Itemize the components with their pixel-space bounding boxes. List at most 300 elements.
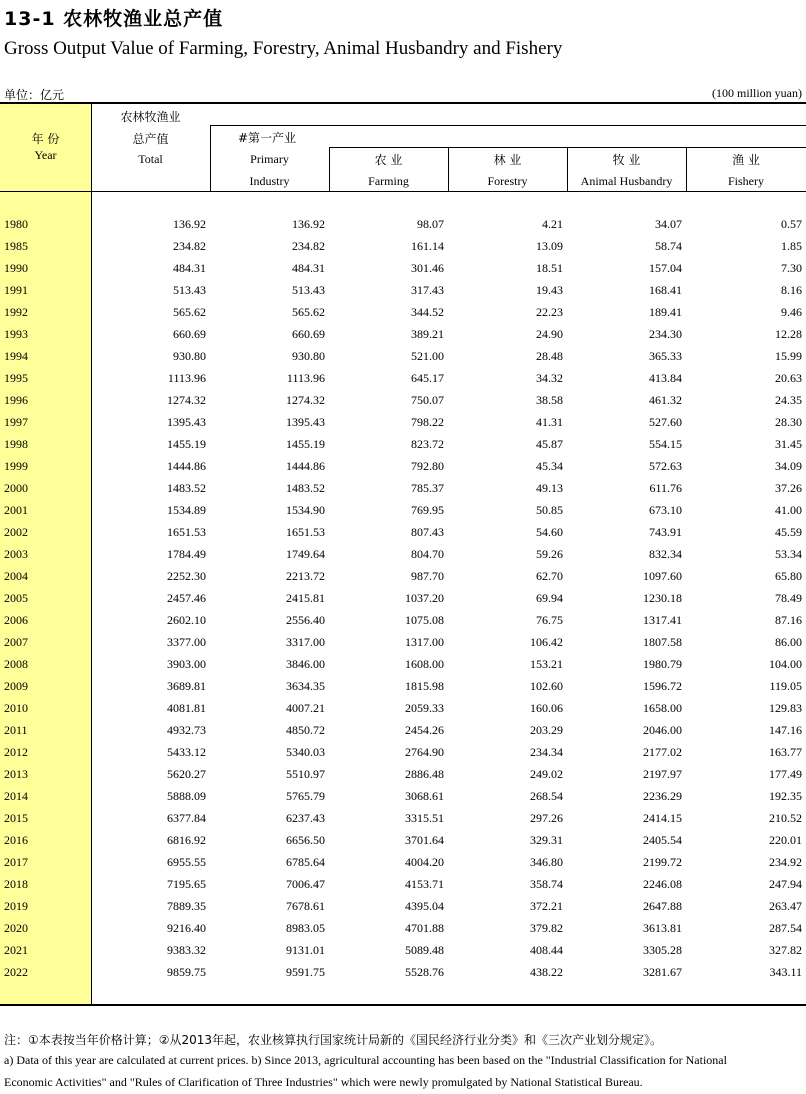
year-cell: 2022 xyxy=(4,965,28,979)
year-cell: 2016 xyxy=(4,833,28,847)
value-cell: 86.00 xyxy=(775,635,802,649)
value-cell: 24.90 xyxy=(536,327,563,341)
value-cell: 7.30 xyxy=(781,261,802,275)
year-cell: 2007 xyxy=(4,635,28,649)
year-cell: 2017 xyxy=(4,855,28,869)
value-cell: 2414.15 xyxy=(643,811,682,825)
table-row xyxy=(0,588,806,610)
value-cell: 104.00 xyxy=(769,657,802,671)
value-cell: 343.11 xyxy=(769,965,802,979)
header-primary-group-cn: #第一产业 xyxy=(238,131,297,145)
value-cell: 34.07 xyxy=(655,217,682,231)
value-cell: 1534.90 xyxy=(286,503,325,517)
header-fishery-cn: 渔 业 xyxy=(732,153,760,167)
value-cell: 0.57 xyxy=(781,217,802,231)
year-cell: 2012 xyxy=(4,745,28,759)
value-cell: 5089.48 xyxy=(405,943,444,957)
value-cell: 102.60 xyxy=(530,679,563,693)
value-cell: 372.21 xyxy=(530,899,563,913)
value-cell: 9591.75 xyxy=(286,965,325,979)
value-cell: 20.63 xyxy=(775,371,802,385)
value-cell: 301.46 xyxy=(411,261,444,275)
value-cell: 87.16 xyxy=(775,613,802,627)
table-row xyxy=(0,720,806,742)
table-row xyxy=(0,566,806,588)
value-cell: 1749.64 xyxy=(286,547,325,561)
value-cell: 389.21 xyxy=(411,327,444,341)
table-row xyxy=(0,478,806,500)
value-cell: 157.04 xyxy=(649,261,682,275)
value-cell: 413.84 xyxy=(649,371,682,385)
header-divider xyxy=(329,147,806,148)
table-row xyxy=(0,236,806,258)
page-title-cn: 13-1 农林牧渔业总产值 xyxy=(4,8,224,30)
table-row xyxy=(0,676,806,698)
table-row xyxy=(0,214,806,236)
value-cell: 807.43 xyxy=(411,525,444,539)
value-cell: 1651.53 xyxy=(167,525,206,539)
value-cell: 210.52 xyxy=(769,811,802,825)
value-cell: 136.92 xyxy=(292,217,325,231)
value-cell: 59.26 xyxy=(536,547,563,561)
value-cell: 98.07 xyxy=(417,217,444,231)
table-row xyxy=(0,412,806,434)
year-cell: 1990 xyxy=(4,261,28,275)
value-cell: 565.62 xyxy=(173,305,206,319)
value-cell: 45.59 xyxy=(775,525,802,539)
value-cell: 3068.61 xyxy=(405,789,444,803)
value-cell: 5528.76 xyxy=(405,965,444,979)
value-cell: 177.49 xyxy=(769,767,802,781)
value-cell: 5765.79 xyxy=(286,789,325,803)
value-cell: 22.23 xyxy=(536,305,563,319)
value-cell: 769.95 xyxy=(411,503,444,517)
table-row xyxy=(0,786,806,808)
footnote-en-line2: Economic Activities" and "Rules of Clarification of Three Industries" which were newly promulgated by National Statistical Bureau. xyxy=(4,1075,643,1089)
value-cell: 6785.64 xyxy=(286,855,325,869)
header-total-cn1: 农林牧渔业 xyxy=(120,110,181,124)
value-cell: 220.01 xyxy=(769,833,802,847)
header-animal-cn: 牧 业 xyxy=(612,153,641,167)
value-cell: 1.85 xyxy=(781,239,802,253)
value-cell: 4701.88 xyxy=(405,921,444,935)
value-cell: 3701.64 xyxy=(405,833,444,847)
year-cell: 2010 xyxy=(4,701,28,715)
year-cell: 2013 xyxy=(4,767,28,781)
value-cell: 28.30 xyxy=(775,415,802,429)
value-cell: 4.21 xyxy=(542,217,563,231)
value-cell: 750.07 xyxy=(411,393,444,407)
table-top-rule xyxy=(0,102,806,104)
value-cell: 249.02 xyxy=(530,767,563,781)
year-cell: 2000 xyxy=(4,481,28,495)
value-cell: 438.22 xyxy=(530,965,563,979)
value-cell: 527.60 xyxy=(649,415,682,429)
table-row xyxy=(0,896,806,918)
value-cell: 268.54 xyxy=(530,789,563,803)
value-cell: 521.00 xyxy=(411,349,444,363)
unit-label-en: (100 million yuan) xyxy=(712,86,802,100)
value-cell: 163.77 xyxy=(769,745,802,759)
value-cell: 287.54 xyxy=(769,921,802,935)
value-cell: 4850.72 xyxy=(286,723,325,737)
value-cell: 3846.00 xyxy=(286,657,325,671)
year-cell: 1995 xyxy=(4,371,28,385)
value-cell: 5433.12 xyxy=(167,745,206,759)
value-cell: 234.82 xyxy=(173,239,206,253)
value-cell: 804.70 xyxy=(411,547,444,561)
value-cell: 572.63 xyxy=(649,459,682,473)
value-cell: 484.31 xyxy=(292,261,325,275)
value-cell: 1980.79 xyxy=(643,657,682,671)
value-cell: 1230.18 xyxy=(643,591,682,605)
value-cell: 37.26 xyxy=(775,481,802,495)
value-cell: 1317.41 xyxy=(643,613,682,627)
table-row xyxy=(0,434,806,456)
value-cell: 365.33 xyxy=(649,349,682,363)
value-cell: 930.80 xyxy=(292,349,325,363)
value-cell: 136.92 xyxy=(173,217,206,231)
value-cell: 147.16 xyxy=(769,723,802,737)
header-fishery-en: Fishery xyxy=(728,174,764,188)
value-cell: 168.41 xyxy=(649,283,682,297)
value-cell: 1651.53 xyxy=(286,525,325,539)
value-cell: 6237.43 xyxy=(286,811,325,825)
table-row xyxy=(0,654,806,676)
value-cell: 484.31 xyxy=(173,261,206,275)
table-row xyxy=(0,874,806,896)
page-title-en: Gross Output Value of Farming, Forestry, Animal Husbandry and Fishery xyxy=(4,38,563,59)
value-cell: 4395.04 xyxy=(405,899,444,913)
value-cell: 106.42 xyxy=(530,635,563,649)
value-cell: 234.82 xyxy=(292,239,325,253)
value-cell: 5888.09 xyxy=(167,789,206,803)
value-cell: 7678.61 xyxy=(286,899,325,913)
value-cell: 1075.08 xyxy=(405,613,444,627)
value-cell: 3613.81 xyxy=(643,921,682,935)
value-cell: 1113.96 xyxy=(286,371,325,385)
value-cell: 513.43 xyxy=(292,283,325,297)
value-cell: 1596.72 xyxy=(643,679,682,693)
value-cell: 798.22 xyxy=(411,415,444,429)
value-cell: 34.32 xyxy=(536,371,563,385)
value-cell: 153.21 xyxy=(530,657,563,671)
value-cell: 76.75 xyxy=(536,613,563,627)
value-cell: 4153.71 xyxy=(405,877,444,891)
value-cell: 645.17 xyxy=(411,371,444,385)
value-cell: 611.76 xyxy=(649,481,682,495)
value-cell: 161.14 xyxy=(411,239,444,253)
header-farming-cn: 农 业 xyxy=(374,153,403,167)
value-cell: 408.44 xyxy=(530,943,563,957)
value-cell: 189.41 xyxy=(649,305,682,319)
value-cell: 3281.67 xyxy=(643,965,682,979)
value-cell: 53.34 xyxy=(775,547,802,561)
year-cell: 2018 xyxy=(4,877,28,891)
year-cell: 2001 xyxy=(4,503,28,517)
value-cell: 513.43 xyxy=(173,283,206,297)
value-cell: 45.87 xyxy=(536,437,563,451)
table-row xyxy=(0,962,806,984)
table-row xyxy=(0,632,806,654)
table-row xyxy=(0,830,806,852)
value-cell: 41.31 xyxy=(536,415,563,429)
value-cell: 2764.90 xyxy=(405,745,444,759)
year-cell: 1994 xyxy=(4,349,28,363)
value-cell: 28.48 xyxy=(536,349,563,363)
value-cell: 49.13 xyxy=(536,481,563,495)
value-cell: 263.47 xyxy=(769,899,802,913)
value-cell: 2199.72 xyxy=(643,855,682,869)
value-cell: 3689.81 xyxy=(167,679,206,693)
year-cell: 1980 xyxy=(4,217,28,231)
value-cell: 3317.00 xyxy=(286,635,325,649)
value-cell: 379.82 xyxy=(530,921,563,935)
year-cell: 2009 xyxy=(4,679,28,693)
value-cell: 50.85 xyxy=(536,503,563,517)
table-row xyxy=(0,346,806,368)
value-cell: 987.70 xyxy=(411,569,444,583)
value-cell: 1608.00 xyxy=(405,657,444,671)
value-cell: 4004.20 xyxy=(405,855,444,869)
value-cell: 346.80 xyxy=(530,855,563,869)
year-cell: 2006 xyxy=(4,613,28,627)
header-total-en: Total xyxy=(138,152,163,166)
value-cell: 9131.01 xyxy=(286,943,325,957)
value-cell: 660.69 xyxy=(173,327,206,341)
value-cell: 3634.35 xyxy=(286,679,325,693)
header-total-cn2: 总产值 xyxy=(132,132,169,146)
value-cell: 38.58 xyxy=(536,393,563,407)
value-cell: 192.35 xyxy=(769,789,802,803)
year-cell: 2019 xyxy=(4,899,28,913)
value-cell: 1483.52 xyxy=(167,481,206,495)
table-row xyxy=(0,742,806,764)
value-cell: 24.35 xyxy=(775,393,802,407)
value-cell: 119.05 xyxy=(769,679,802,693)
table-bottom-rule xyxy=(0,1004,806,1006)
value-cell: 1455.19 xyxy=(286,437,325,451)
year-cell: 1992 xyxy=(4,305,28,319)
value-cell: 34.09 xyxy=(775,459,802,473)
value-cell: 2213.72 xyxy=(286,569,325,583)
value-cell: 1395.43 xyxy=(167,415,206,429)
value-cell: 2197.97 xyxy=(643,767,682,781)
value-cell: 6377.84 xyxy=(167,811,206,825)
value-cell: 2405.54 xyxy=(643,833,682,847)
year-cell: 1998 xyxy=(4,437,28,451)
unit-label-cn: 单位：亿元 xyxy=(4,88,65,102)
value-cell: 9383.32 xyxy=(167,943,206,957)
value-cell: 8983.05 xyxy=(286,921,325,935)
year-cell: 2021 xyxy=(4,943,28,957)
value-cell: 1534.89 xyxy=(167,503,206,517)
value-cell: 78.49 xyxy=(775,591,802,605)
value-cell: 18.51 xyxy=(536,261,563,275)
year-cell: 2005 xyxy=(4,591,28,605)
table-row xyxy=(0,808,806,830)
value-cell: 2059.33 xyxy=(405,701,444,715)
table-row xyxy=(0,544,806,566)
value-cell: 4932.73 xyxy=(167,723,206,737)
value-cell: 6656.50 xyxy=(286,833,325,847)
value-cell: 461.32 xyxy=(649,393,682,407)
table-row xyxy=(0,500,806,522)
value-cell: 9859.75 xyxy=(167,965,206,979)
value-cell: 297.26 xyxy=(530,811,563,825)
value-cell: 823.72 xyxy=(411,437,444,451)
value-cell: 1317.00 xyxy=(405,635,444,649)
value-cell: 1274.32 xyxy=(167,393,206,407)
value-cell: 3903.00 xyxy=(167,657,206,671)
year-cell: 1997 xyxy=(4,415,28,429)
value-cell: 9216.40 xyxy=(167,921,206,935)
value-cell: 12.28 xyxy=(775,327,802,341)
value-cell: 65.80 xyxy=(775,569,802,583)
value-cell: 554.15 xyxy=(649,437,682,451)
value-cell: 6816.92 xyxy=(167,833,206,847)
value-cell: 1455.19 xyxy=(167,437,206,451)
table-row xyxy=(0,324,806,346)
table-row xyxy=(0,456,806,478)
value-cell: 3305.28 xyxy=(643,943,682,957)
header-forestry-en: Forestry xyxy=(487,174,528,188)
table-row xyxy=(0,940,806,962)
value-cell: 203.29 xyxy=(530,723,563,737)
value-cell: 9.46 xyxy=(781,305,802,319)
value-cell: 129.83 xyxy=(769,701,802,715)
table-row xyxy=(0,522,806,544)
value-cell: 15.99 xyxy=(775,349,802,363)
table-row xyxy=(0,698,806,720)
value-cell: 2236.29 xyxy=(643,789,682,803)
value-cell: 1097.60 xyxy=(643,569,682,583)
value-cell: 2046.00 xyxy=(643,723,682,737)
value-cell: 2454.26 xyxy=(405,723,444,737)
header-year-en: Year xyxy=(34,148,57,162)
header-year-cn: 年 份 xyxy=(31,132,60,146)
year-cell: 2002 xyxy=(4,525,28,539)
year-cell: 2011 xyxy=(4,723,28,737)
footnote-cn: 注：①本表按当年价格计算；②从2013年起，农业核算执行国家统计局新的《国民经济行业分类》和《三次产业划分规定》。 xyxy=(4,1033,663,1047)
value-cell: 3377.00 xyxy=(167,635,206,649)
header-animal-en: Animal Husbandry xyxy=(580,174,673,188)
header-divider xyxy=(210,125,806,126)
year-cell: 1985 xyxy=(4,239,28,253)
value-cell: 1444.86 xyxy=(167,459,206,473)
value-cell: 2647.88 xyxy=(643,899,682,913)
value-cell: 1113.96 xyxy=(167,371,206,385)
value-cell: 62.70 xyxy=(536,569,563,583)
value-cell: 160.06 xyxy=(530,701,563,715)
value-cell: 1395.43 xyxy=(286,415,325,429)
value-cell: 2457.46 xyxy=(167,591,206,605)
year-cell: 2008 xyxy=(4,657,28,671)
value-cell: 5510.97 xyxy=(286,767,325,781)
table-row xyxy=(0,280,806,302)
value-cell: 2886.48 xyxy=(405,767,444,781)
table-row xyxy=(0,610,806,632)
value-cell: 2556.40 xyxy=(286,613,325,627)
value-cell: 45.34 xyxy=(536,459,563,473)
header-primary-en1: Primary xyxy=(250,152,289,166)
year-cell: 2014 xyxy=(4,789,28,803)
header-forestry-cn: 林 业 xyxy=(493,153,522,167)
value-cell: 2252.30 xyxy=(167,569,206,583)
value-cell: 31.45 xyxy=(775,437,802,451)
value-cell: 2602.10 xyxy=(167,613,206,627)
value-cell: 5620.27 xyxy=(167,767,206,781)
value-cell: 785.37 xyxy=(411,481,444,495)
table-row xyxy=(0,390,806,412)
footnote-en-line1: a) Data of this year are calculated at current prices. b) Since 2013, agricultural accounting has been based on the "Industrial Classification for National xyxy=(4,1053,727,1067)
value-cell: 234.34 xyxy=(530,745,563,759)
year-cell: 2020 xyxy=(4,921,28,935)
value-cell: 54.60 xyxy=(536,525,563,539)
year-cell: 2004 xyxy=(4,569,28,583)
value-cell: 7889.35 xyxy=(167,899,206,913)
value-cell: 8.16 xyxy=(781,283,802,297)
value-cell: 1483.52 xyxy=(286,481,325,495)
value-cell: 792.80 xyxy=(411,459,444,473)
value-cell: 329.31 xyxy=(530,833,563,847)
value-cell: 673.10 xyxy=(649,503,682,517)
value-cell: 1037.20 xyxy=(405,591,444,605)
table-row xyxy=(0,918,806,940)
year-cell: 1999 xyxy=(4,459,28,473)
value-cell: 1784.49 xyxy=(167,547,206,561)
year-cell: 1991 xyxy=(4,283,28,297)
table-row xyxy=(0,258,806,280)
table-row xyxy=(0,368,806,390)
value-cell: 1444.86 xyxy=(286,459,325,473)
year-cell: 2015 xyxy=(4,811,28,825)
value-cell: 1274.32 xyxy=(286,393,325,407)
table-row xyxy=(0,302,806,324)
value-cell: 69.94 xyxy=(536,591,563,605)
value-cell: 58.74 xyxy=(655,239,682,253)
value-cell: 660.69 xyxy=(292,327,325,341)
value-cell: 4007.21 xyxy=(286,701,325,715)
year-cell: 1996 xyxy=(4,393,28,407)
value-cell: 1658.00 xyxy=(643,701,682,715)
value-cell: 19.43 xyxy=(536,283,563,297)
value-cell: 317.43 xyxy=(411,283,444,297)
value-cell: 4081.81 xyxy=(167,701,206,715)
value-cell: 2415.81 xyxy=(286,591,325,605)
header-primary-en2: Industry xyxy=(249,174,290,188)
value-cell: 5340.03 xyxy=(286,745,325,759)
value-cell: 234.92 xyxy=(769,855,802,869)
value-cell: 6955.55 xyxy=(167,855,206,869)
year-cell: 2003 xyxy=(4,547,28,561)
value-cell: 930.80 xyxy=(173,349,206,363)
header-bottom-rule xyxy=(0,191,806,192)
table-row xyxy=(0,764,806,786)
value-cell: 7006.47 xyxy=(286,877,325,891)
value-cell: 247.94 xyxy=(769,877,802,891)
value-cell: 1815.98 xyxy=(405,679,444,693)
value-cell: 327.82 xyxy=(769,943,802,957)
value-cell: 7195.65 xyxy=(167,877,206,891)
value-cell: 1807.58 xyxy=(643,635,682,649)
value-cell: 344.52 xyxy=(411,305,444,319)
value-cell: 2246.08 xyxy=(643,877,682,891)
table-row xyxy=(0,852,806,874)
year-cell: 1993 xyxy=(4,327,28,341)
value-cell: 565.62 xyxy=(292,305,325,319)
value-cell: 41.00 xyxy=(775,503,802,517)
